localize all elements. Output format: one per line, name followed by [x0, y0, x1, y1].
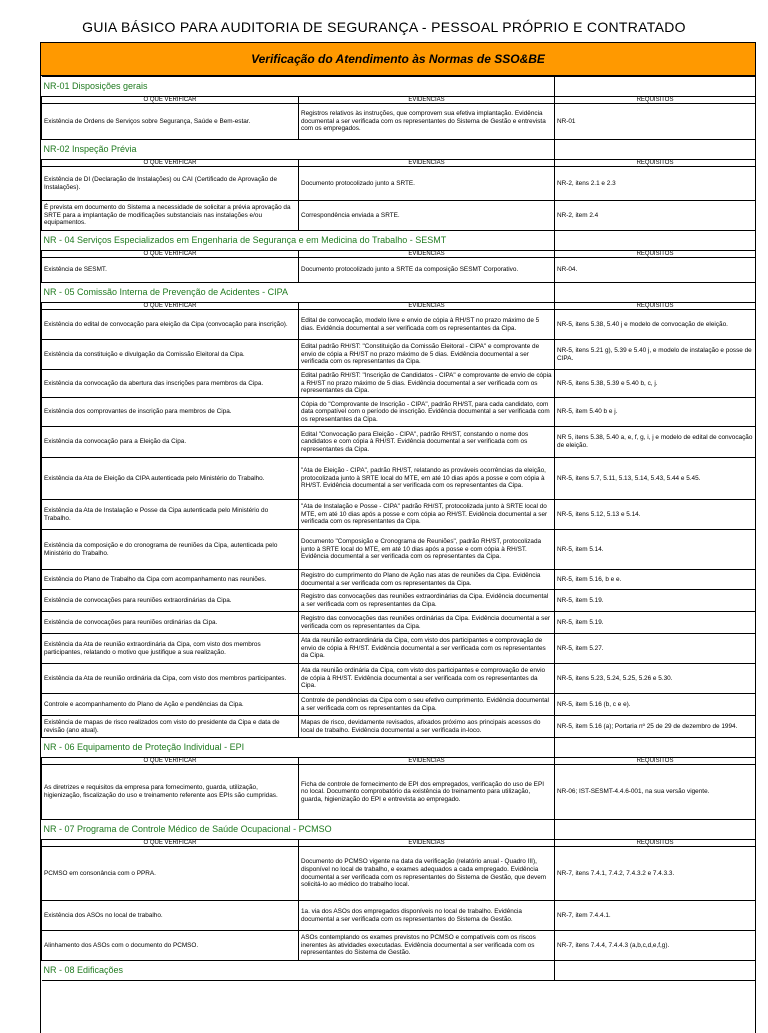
section-header [42, 283, 756, 303]
evidence-cell: Documento protocolizado junto a SRTE da composição SESMT Corporativo. [299, 258, 555, 283]
requirement-cell: NR-5, itens 5.21 g), 5.39 e 5.40 j, e modelo de instalação e posse de CIPA. [555, 340, 756, 370]
evidence-cell: Ata da reunião ordinária da Cipa, com visto dos participantes e comprovação de envio de cópia à RH/ST. Evidência documental a ser verificada com os representantes da Cipa. [299, 664, 555, 694]
section-title: NR-02 Inspeção Prévia [42, 140, 555, 160]
header-evidence: EVIDÊNCIAS [299, 251, 555, 258]
requirement-cell: NR-5, item 5.14. [555, 530, 756, 570]
column-header-row [42, 97, 756, 104]
table-row [42, 201, 756, 231]
document-title: GUIA BÁSICO PARA AUDITORIA DE SEGURANÇA - PESSOAL PRÓPRIO E CONTRATADO [82, 19, 686, 35]
requirement-cell: NR-7, item 7.4.4.1. [555, 901, 756, 931]
evidence-cell: Ficha de controle de fornecimento de EPI dos empregados, verificação do uso de EPI no local. Documento comprobatório da existência do treinamento para utilização, guarda, higienização do EPI e entrevista ao empregado. [299, 765, 555, 820]
evidence-cell: Registro das convocações das reuniões extraordinárias da Cipa. Evidência documental a ser verificada com os representantes da Cipa. [299, 590, 555, 612]
audit-sheet [40, 42, 756, 1033]
header-requirements: REQUISITOS [555, 160, 756, 167]
section-blank [555, 738, 756, 758]
verify-cell: Existência de convocações para reuniões ordinárias da Cipa. [42, 612, 299, 634]
evidence-cell: Controle de pendências da Cipa com o seu efetivo cumprimento. Evidência documental a ser verificada com os representantes da Cipa. [299, 694, 555, 716]
header-verify: O QUE VERIFICAR [42, 303, 299, 310]
section-blank [555, 961, 756, 981]
evidence-cell: Edital padrão RH/ST: "Inscrição de Candidatos - CIPA" e comprovante de envio de cópia a RH/ST no prazo máximo de 5 dias. Evidência documental a ser verificada com os representantes da Cipa. [299, 370, 555, 398]
section-header [42, 961, 756, 981]
section-blank [555, 231, 756, 251]
table-row [42, 590, 756, 612]
verify-cell: Existência da convocação para a Eleição da Cipa. [42, 427, 299, 458]
table-row [42, 458, 756, 500]
header-requirements: REQUISITOS [555, 97, 756, 104]
verify-cell: Existência da Ata de reunião ordinária da Cipa, com visto dos membros participantes. [42, 664, 299, 694]
column-header-row [42, 758, 756, 765]
requirement-cell: NR-5, itens 5.38, 5.40 j e modelo de convocação de eleição. [555, 310, 756, 340]
requirement-cell: NR-5, item 5.16 (a); Portaria nº 25 de 29 de dezembro de 1994. [555, 716, 756, 738]
evidence-cell: Edital "Convocação para Eleição - CIPA", padrão RH/ST, constando o nome dos candidatos e com cópia à RH/ST. Evidência documental a ser verificada com os representantes da Cipa. [299, 427, 555, 458]
header-verify: O QUE VERIFICAR [42, 840, 299, 847]
section-title: NR - 07 Programa de Controle Médico de Saúde Ocupacional - PCMSO [42, 820, 555, 840]
verify-cell: Existência da Ata de Instalação e Posse da Cipa autenticada pelo Ministério do Trabalho. [42, 500, 299, 530]
section-header [42, 231, 756, 251]
evidence-cell: Registro das convocações das reuniões ordinárias da Cipa. Evidência documental a ser verificada com os representantes da Cipa. [299, 612, 555, 634]
requirement-cell: NR-5, item 5.19. [555, 612, 756, 634]
section-blank [555, 140, 756, 160]
table-row [42, 427, 756, 458]
requirement-cell: NR-5, item 5.16, b e e. [555, 570, 756, 590]
header-verify: O QUE VERIFICAR [42, 160, 299, 167]
section-title: NR - 08 Edificações [42, 961, 555, 981]
section-title: NR-01 Disposições gerais [42, 77, 555, 97]
evidence-cell: Documento protocolizado junto a SRTE. [299, 167, 555, 201]
table-row [42, 931, 756, 961]
verify-cell: Existência da constituição e divulgação da Comissão Eleitoral da Cipa. [42, 340, 299, 370]
table-row [42, 104, 756, 140]
column-header-row [42, 303, 756, 310]
header-requirements: REQUISITOS [555, 303, 756, 310]
requirement-cell: NR-7, itens 7.4.1, 7.4.2, 7.4.3.2 e 7.4.3.3. [555, 847, 756, 901]
evidence-cell: Edital de convocação, modelo livre e envio de cópia à RH/ST no prazo máximo de 5 dias. Evidência documental a ser verificada com os representantes da Cipa. [299, 310, 555, 340]
requirement-cell: NR-06; IST-SESMT-4.4.6-001, na sua versão vigente. [555, 765, 756, 820]
audit-table [41, 76, 756, 981]
verify-cell: Existência da composição e do cronograma de reuniões da Cipa, autenticada pelo Ministério do Trabalho. [42, 530, 299, 570]
requirement-cell: NR-5, item 5.19. [555, 590, 756, 612]
requirement-cell: NR-5, item 5.16 (b, c e e). [555, 694, 756, 716]
table-row [42, 901, 756, 931]
requirement-cell: NR-5, item 5.40 b e j. [555, 398, 756, 427]
table-row [42, 716, 756, 738]
verify-cell: As diretrizes e requisitos da empresa para fornecimento, guarda, utilização, higienização, fiscalização do uso e treinamento referente aos EPIs são cumpridas. [42, 765, 299, 820]
header-evidence: EVIDÊNCIAS [299, 303, 555, 310]
verify-cell: PCMSO em consonância com o PPRA. [42, 847, 299, 901]
verify-cell: Alinhamento dos ASOs com o documento do PCMSO. [42, 931, 299, 961]
table-row [42, 847, 756, 901]
evidence-cell: Correspondência enviada a SRTE. [299, 201, 555, 231]
evidence-cell: Edital padrão RH/ST: "Constituição da Comissão Eleitoral - CIPA" e comprovante de envio de cópia a RH/ST no prazo máximo de 5 dias. Evidência documental a ser verificada com os representantes da Cipa. [299, 340, 555, 370]
table-row [42, 340, 756, 370]
verify-cell: Controle e acompanhamento do Plano de Ação e pendências da Cipa. [42, 694, 299, 716]
verify-cell: Existência dos ASOs no local de trabalho. [42, 901, 299, 931]
evidence-cell: ASOs contemplando os exames previstos no PCMSO e compatíveis com os riscos inerentes às atividades executadas. Evidência documental a ser verificada com os representantes do Sistema de Gestão. [299, 931, 555, 961]
evidence-cell: Documento do PCMSO vigente na data da verificação (relatório anual - Quadro III), disponível no local de trabalho, e exames adequados a cada empregado. Evidência documental a ser verificada com os representantes do Sistema de Gestão, que devem solicitá-lo ao médico do trabalho local. [299, 847, 555, 901]
requirement-cell: NR-2, item 2.4 [555, 201, 756, 231]
header-evidence: EVIDÊNCIAS [299, 840, 555, 847]
verify-cell: Existência da Ata de reunião extraordinária da Cipa, com visto dos membros participantes, relatando o motivo que justifique a sua realização. [42, 634, 299, 664]
verify-cell: Existência de DI (Declaração de Instalações) ou CAI (Certificado de Aprovação de Instalações). [42, 167, 299, 201]
section-header [42, 140, 756, 160]
table-row [42, 370, 756, 398]
section-header [42, 738, 756, 758]
table-row [42, 310, 756, 340]
evidence-cell: Registro do cumprimento do Plano de Ação nas atas de reuniões da Cipa. Evidência documental a ser verificada com os representantes da Cipa. [299, 570, 555, 590]
section-blank [555, 820, 756, 840]
requirement-cell: NR-01 [555, 104, 756, 140]
evidence-cell: 1a. via dos ASOs dos empregados disponíveis no local de trabalho. Evidência documental a ser verificada com os representantes do Sistema de Gestão. [299, 901, 555, 931]
evidence-cell: Cópia do "Comprovante de Inscrição - CIPA", padrão RH/ST, para cada candidato, com data compatível com o período de inscrição. Evidência documental a ser verificada com os representantes da Cipa. [299, 398, 555, 427]
banner-title: Verificação do Atendimento às Normas de SSO&BE [41, 43, 755, 76]
evidence-cell: Ata da reunião extraordinária da Cipa, com visto dos participantes e comprovação de envio de cópia à RH/ST. Evidência documental a ser verificada com os representantes da Cipa. [299, 634, 555, 664]
section-header [42, 77, 756, 97]
verify-cell: Existência do edital de convocação para eleição da Cipa (convocação para inscrição). [42, 310, 299, 340]
table-row [42, 694, 756, 716]
verify-cell: Existência de mapas de risco realizados com visto do presidente da Cipa e data de revisão (ano atual). [42, 716, 299, 738]
column-header-row [42, 160, 756, 167]
table-row [42, 765, 756, 820]
header-evidence: EVIDÊNCIAS [299, 758, 555, 765]
verify-cell: Existência dos comprovantes de inscrição para membros de Cipa. [42, 398, 299, 427]
table-row [42, 258, 756, 283]
header-requirements: REQUISITOS [555, 758, 756, 765]
section-blank [555, 283, 756, 303]
verify-cell: É prevista em documento do Sistema a necessidade de solicitar a prévia aprovação da SRTE para a implantação de modificações substanciais nas instalações e/ou equipamentos. [42, 201, 299, 231]
table-row [42, 664, 756, 694]
evidence-cell: Mapas de risco, devidamente revisados, afixados próximo aos principais acessos do local de trabalho. Evidência documental a ser verificada in-loco. [299, 716, 555, 738]
verify-cell: Existência de convocações para reuniões extraordinárias da Cipa. [42, 590, 299, 612]
header-verify: O QUE VERIFICAR [42, 251, 299, 258]
section-header [42, 820, 756, 840]
requirement-cell: NR-5, item 5.27. [555, 634, 756, 664]
header-requirements: REQUISITOS [555, 251, 756, 258]
evidence-cell: Registros relativos às instruções, que comprovem sua efetiva implantação. Evidência documental a ser verificada com os representantes do Sistema de Gestão e entrevista com os empregados. [299, 104, 555, 140]
requirement-cell: NR-2, itens 2.1 e 2.3 [555, 167, 756, 201]
header-requirements: REQUISITOS [555, 840, 756, 847]
table-row [42, 500, 756, 530]
header-evidence: EVIDÊNCIAS [299, 160, 555, 167]
header-verify: O QUE VERIFICAR [42, 97, 299, 104]
table-row [42, 634, 756, 664]
requirement-cell: NR 5, itens 5.38, 5.40 a, e, f, g, i, j e modelo de edital de convocação de eleição. [555, 427, 756, 458]
verify-cell: Existência da Ata de Eleição da CIPA autenticada pelo Ministério do Trabalho. [42, 458, 299, 500]
section-title: NR - 06 Equipamento de Proteção Individual - EPI [42, 738, 555, 758]
table-row [42, 530, 756, 570]
requirement-cell: NR-5, itens 5.7, 5.11, 5.13, 5.14, 5.43, 5.44 e 5.45. [555, 458, 756, 500]
verify-cell: Existência de SESMT. [42, 258, 299, 283]
table-row [42, 570, 756, 590]
section-title: NR - 04 Serviços Especializados em Engenharia de Segurança e em Medicina do Trabalho - SESMT [42, 231, 555, 251]
evidence-cell: "Ata de Instalação e Posse - CIPA" padrão RH/ST, protocolizada junto à SRTE local do MTE, em até 10 dias após a posse e com cópia ao RH/ST. Evidência documental a ser verificada com os representantes da Cipa. [299, 500, 555, 530]
table-row [42, 167, 756, 201]
table-row [42, 612, 756, 634]
requirement-cell: NR-7, itens 7.4.4, 7.4.4.3 (a,b,c,d,e,f,g). [555, 931, 756, 961]
requirement-cell: NR-04. [555, 258, 756, 283]
column-header-row [42, 251, 756, 258]
header-evidence: EVIDÊNCIAS [299, 97, 555, 104]
verify-cell: Existência do Plano de Trabalho da Cipa com acompanhamento nas reuniões. [42, 570, 299, 590]
section-title: NR - 05 Comissão Interna de Prevenção de Acidentes - CIPA [42, 283, 555, 303]
header-verify: O QUE VERIFICAR [42, 758, 299, 765]
evidence-cell: "Ata de Eleição - CIPA", padrão RH/ST, relatando as prováveis ocorrências da eleição, protocolizada junto à SRTE local do MTE, em até 10 dias após a posse e com cópia à RH/ST. Evidência documental a ser verificada com os representantes da Cipa. [299, 458, 555, 500]
table-row [42, 398, 756, 427]
requirement-cell: NR-5, itens 5.12, 5.13 e 5.14. [555, 500, 756, 530]
requirement-cell: NR-5, itens 5.23, 5.24, 5.25, 5.26 e 5.30. [555, 664, 756, 694]
evidence-cell: Documento "Composição e Cronograma de Reuniões", padrão RH/ST, protocolizada junto à SRTE local do MTE, em até 10 dias após a posse e com cópia à RH/ST. Evidência documental a ser verificada com os representantes da Cipa. [299, 530, 555, 570]
verify-cell: Existência de Ordens de Serviços sobre Segurança, Saúde e Bem-estar. [42, 104, 299, 140]
requirement-cell: NR-5, itens 5.38, 5.39 e 5.40 b, c, j. [555, 370, 756, 398]
section-blank [555, 77, 756, 97]
column-header-row [42, 840, 756, 847]
verify-cell: Existência da convocação da abertura das inscrições para membros da Cipa. [42, 370, 299, 398]
